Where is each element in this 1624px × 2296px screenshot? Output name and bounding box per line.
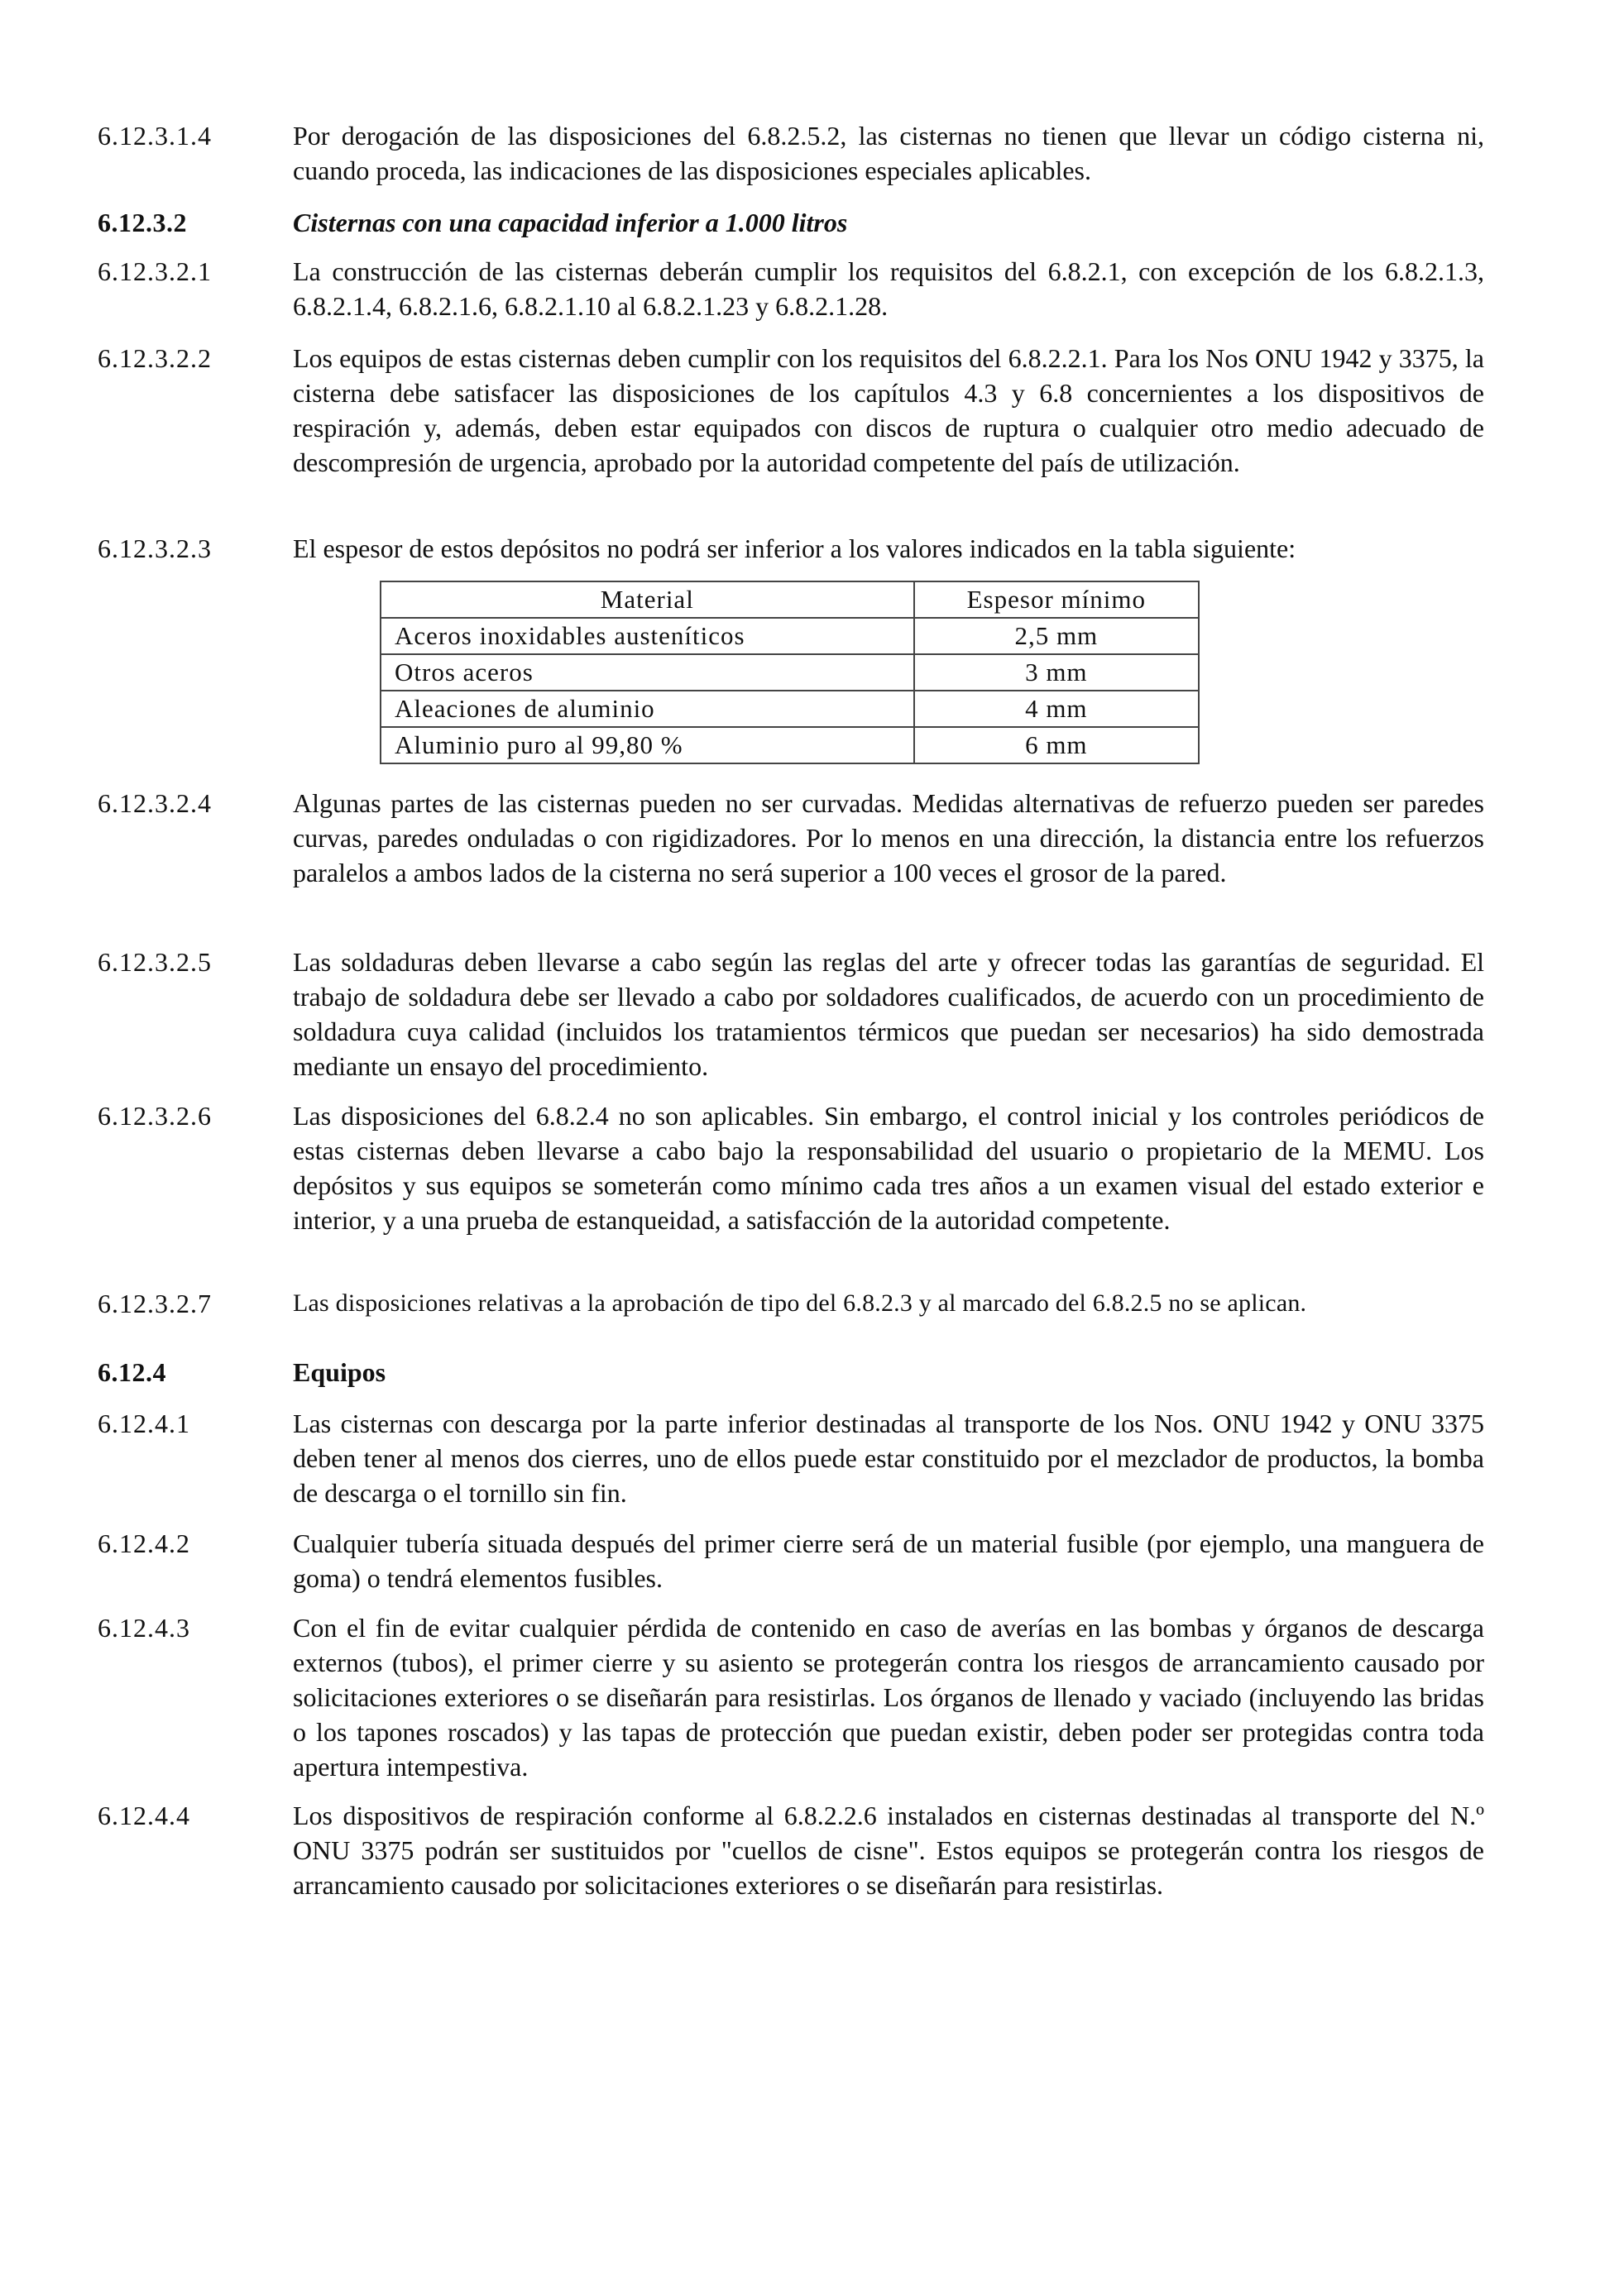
paragraph-text: Cualquier tubería situada después del primer cierre será de un material fusible (por ejemplo, una manguera de goma) o tendrá elementos fusibles. <box>293 1528 1484 1593</box>
paragraph-number: 6.12.3.2.5 <box>98 947 212 977</box>
table-cell-material: Otros aceros <box>381 654 914 691</box>
table-cell-thickness: 4 mm <box>914 691 1199 727</box>
table-header-cell: Material <box>381 581 914 618</box>
paragraph-number: 6.12.4.3 <box>98 1613 190 1643</box>
heading-title: Equipos <box>293 1357 386 1387</box>
table-row <box>381 654 1199 691</box>
table-cell-thickness: 6 mm <box>914 727 1199 763</box>
table-cell-thickness: 3 mm <box>914 654 1199 691</box>
paragraph-number: 6.12.3.2.2 <box>98 343 212 373</box>
paragraph-text: Los equipos de estas cisternas deben cumplir con los requisitos del 6.8.2.2.1. Para los Nos ONU 1942 y 3375, la cisterna debe satisfacer las disposiciones de los capítulos 4.3 y 6.8 concernientes a los dispositivos de respiración y, además, deben estar equipados con discos de ruptura o cualquier otro medio adecuado de descompresión de urgencia, aprobado por la autoridad competente del país de utilización. <box>293 343 1484 477</box>
paragraph-text: Por derogación de las disposiciones del 6.8.2.5.2, las cisternas no tienen que llevar un código cisterna ni, cuando proceda, las indicaciones de las disposiciones especiales aplicables. <box>293 121 1484 185</box>
paragraph-number: 6.12.3.1.4 <box>98 121 212 151</box>
table-row <box>381 691 1199 727</box>
paragraph-text: Las soldaduras deben llevarse a cabo según las reglas del arte y ofrecer todas las garantías de seguridad. El trabajo de soldadura debe ser llevado a cabo por soldadores cualificados, de acuerdo con un procedimiento de soldadura cuya calidad (incluidos los tratamientos térmicos que puedan ser necesarios) ha sido demostrada mediante un ensayo del procedimiento. <box>293 947 1484 1081</box>
table-cell-material: Aleaciones de aluminio <box>381 691 914 727</box>
table-header-row <box>381 581 1199 618</box>
table-header-cell: Espesor mínimo <box>914 581 1199 618</box>
heading-title: Cisternas con una capacidad inferior a 1.000 litros <box>293 208 848 237</box>
paragraph-text: Con el fin de evitar cualquier pérdida de contenido en caso de averías en las bombas y órganos de descarga externos (tubos), el primer cierre y su asiento se protegerán contra los riesgos de arrancamiento causado por solicitaciones exteriores o se diseñarán para resistirlas. Los órganos de llenado y vaciado (incluyendo las bridas o los tapones roscados) y las tapas de protección que puedan existir, deben poder ser protegidas contra toda apertura intempestiva. <box>293 1613 1484 1782</box>
paragraph-number: 6.12.3.2.6 <box>98 1101 212 1131</box>
paragraph-text: Las cisternas con descarga por la parte inferior destinadas al transporte de los Nos. ONU 1942 y ONU 3375 deben tener al menos dos cierres, uno de ellos puede estar constituido por el mezclador de productos, la bomba de descarga o el tornillo sin fin. <box>293 1409 1484 1508</box>
heading-number: 6.12.3.2 <box>98 208 187 237</box>
paragraph-text: El espesor de estos depósitos no podrá ser inferior a los valores indicados en la tabla siguiente: <box>293 533 1296 563</box>
table-cell-material: Aluminio puro al 99,80 % <box>381 727 914 763</box>
paragraph-number: 6.12.3.2.1 <box>98 256 212 286</box>
paragraph-text: Las disposiciones del 6.8.2.4 no son aplicables. Sin embargo, el control inicial y los controles periódicos de estas cisternas deben llevarse a cabo bajo la responsabilidad del usuario o propietario de la MEMU. Los depósitos y sus equipos se someterán como mínimo cada tres años a un examen visual del estado exterior e interior, y a una prueba de estanqueidad, a satisfacción de la autoridad competente. <box>293 1101 1484 1235</box>
paragraph-number: 6.12.4.1 <box>98 1409 190 1438</box>
paragraph-text: Las disposiciones relativas a la aprobación de tipo del 6.8.2.3 y al marcado del 6.8.2.5 no se aplican. <box>293 1289 1307 1317</box>
paragraph-text: Los dispositivos de respiración conforme al 6.8.2.2.6 instalados en cisternas destinadas al transporte del N.º ONU 3375 podrán ser sustituidos por "cuellos de cisne". Estos equipos se protegerán contra los riesgos de arrancamiento causado por solicitaciones exteriores o se diseñarán para resistirlas. <box>293 1801 1484 1900</box>
heading-number: 6.12.4 <box>98 1357 166 1387</box>
paragraph-number: 6.12.4.2 <box>98 1528 190 1558</box>
thickness-table <box>380 581 1200 764</box>
paragraph-number: 6.12.3.2.7 <box>98 1289 212 1318</box>
table-cell-material: Aceros inoxidables austeníticos <box>381 618 914 654</box>
table-row <box>381 618 1199 654</box>
paragraph-number: 6.12.3.2.3 <box>98 533 212 563</box>
paragraph-number: 6.12.3.2.4 <box>98 788 212 818</box>
paragraph-text: La construcción de las cisternas deberán cumplir los requisitos del 6.8.2.1, con excepción de los 6.8.2.1.3, 6.8.2.1.4, 6.8.2.1.6, 6.8.2.1.10 al 6.8.2.1.23 y 6.8.2.1.28. <box>293 256 1484 321</box>
table-row <box>381 727 1199 763</box>
paragraph-text: Algunas partes de las cisternas pueden no ser curvadas. Medidas alternativas de refuerzo pueden ser paredes curvas, paredes onduladas o con rigidizadores. Por lo menos en una dirección, la distancia entre los refuerzos paralelos a ambos lados de la cisterna no será superior a 100 veces el grosor de la pared. <box>293 788 1484 887</box>
paragraph-number: 6.12.4.4 <box>98 1801 190 1830</box>
table-cell-thickness: 2,5 mm <box>914 618 1199 654</box>
